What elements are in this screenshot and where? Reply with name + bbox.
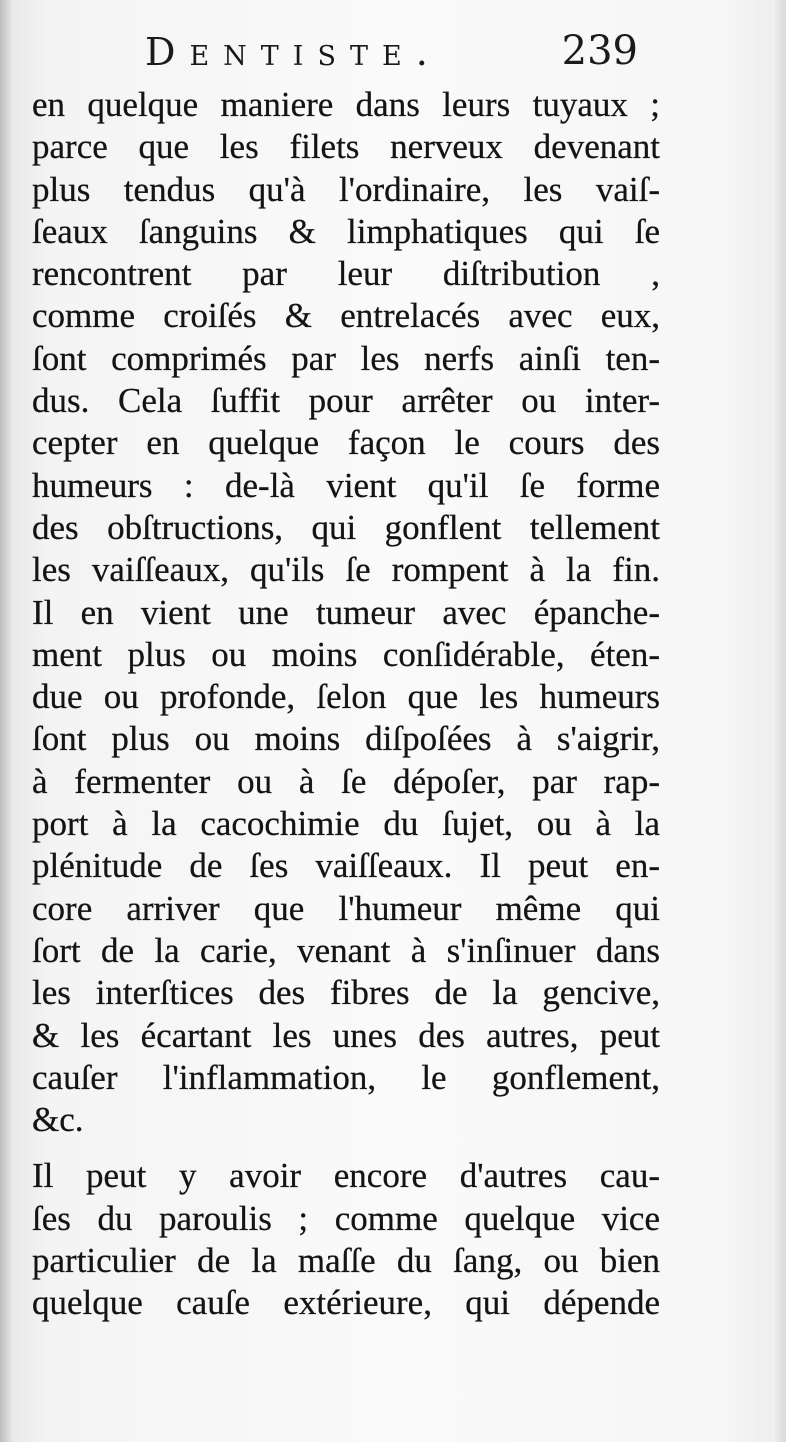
book-page bbox=[12, 0, 786, 1442]
text-line: ſont plus ou moins diſpoſées à s'aigrir, bbox=[32, 719, 660, 759]
text-line: plus tendus qu'à l'ordinaire, les vaiſ- bbox=[32, 169, 660, 209]
text-line: ment plus ou moins conſidérable, éten- bbox=[32, 634, 660, 674]
text-line: particulier de la maſſe du ſang, ou bien bbox=[32, 1241, 660, 1281]
book-gutter-shadow bbox=[0, 0, 12, 1442]
text-line: quelque cauſe extérieure, qui dépende bbox=[32, 1283, 660, 1323]
text-line: à fermenter ou à ſe dépoſer, par rap- bbox=[32, 761, 660, 801]
text-line-paragraph-start: Il peut y avoir encore d'autres cau- bbox=[32, 1156, 660, 1196]
page-number: 239 bbox=[561, 28, 638, 74]
text-line: dus. Cela ſuffit pour arrêter ou inter- bbox=[32, 381, 660, 421]
text-line: cepter en quelque façon le cours des bbox=[32, 423, 660, 463]
page-edge bbox=[772, 0, 786, 1442]
text-line: ſes du paroulis ; comme quelque vice bbox=[32, 1198, 660, 1238]
text-line: en quelque maniere dans leurs tuyaux ; bbox=[32, 85, 660, 124]
text-line: core arriver que l'humeur même qui bbox=[32, 888, 660, 928]
page-header bbox=[12, 28, 786, 88]
text-line: ſeaux ſanguins & limphatiques qui ſe bbox=[32, 211, 660, 251]
text-line: Il en vient une tumeur avec épanche- bbox=[32, 592, 660, 632]
text-line: due ou profonde, ſelon que les humeurs bbox=[32, 677, 660, 717]
text-line: cauſer l'inflammation, le gonflement, bbox=[32, 1057, 660, 1097]
text-line-paragraph-end: &c. bbox=[32, 1100, 84, 1140]
body-text bbox=[32, 84, 660, 1325]
text-line: les interſtices des fibres de la gencive, bbox=[32, 973, 660, 1013]
text-line: ſort de la carie, venant à s'inſinuer dans bbox=[32, 930, 660, 970]
text-line: humeurs : de-là vient qu'il ſe forme bbox=[32, 465, 660, 505]
text-line: des obſtructions, qui gonflent tellement bbox=[32, 507, 660, 547]
text-line: rencontrent par leur diſtribution , bbox=[32, 254, 660, 294]
text-line: les vaiſſeaux, qu'ils ſe rompent à la fin. bbox=[32, 550, 660, 590]
text-line: port à la cacochimie du ſujet, ou à la bbox=[32, 804, 660, 844]
text-line: parce que les filets nerveux devenant bbox=[32, 127, 660, 167]
text-line: comme croiſés & entrelacés avec eux, bbox=[32, 296, 660, 336]
text-line: plénitude de ſes vaiſſeaux. Il peut en- bbox=[32, 846, 660, 886]
text-line: & les écartant les unes des autres, peut bbox=[32, 1015, 660, 1055]
text-line: ſont comprimés par les nerfs ainſi ten- bbox=[32, 338, 660, 378]
running-title: Dentiste. bbox=[145, 30, 442, 74]
